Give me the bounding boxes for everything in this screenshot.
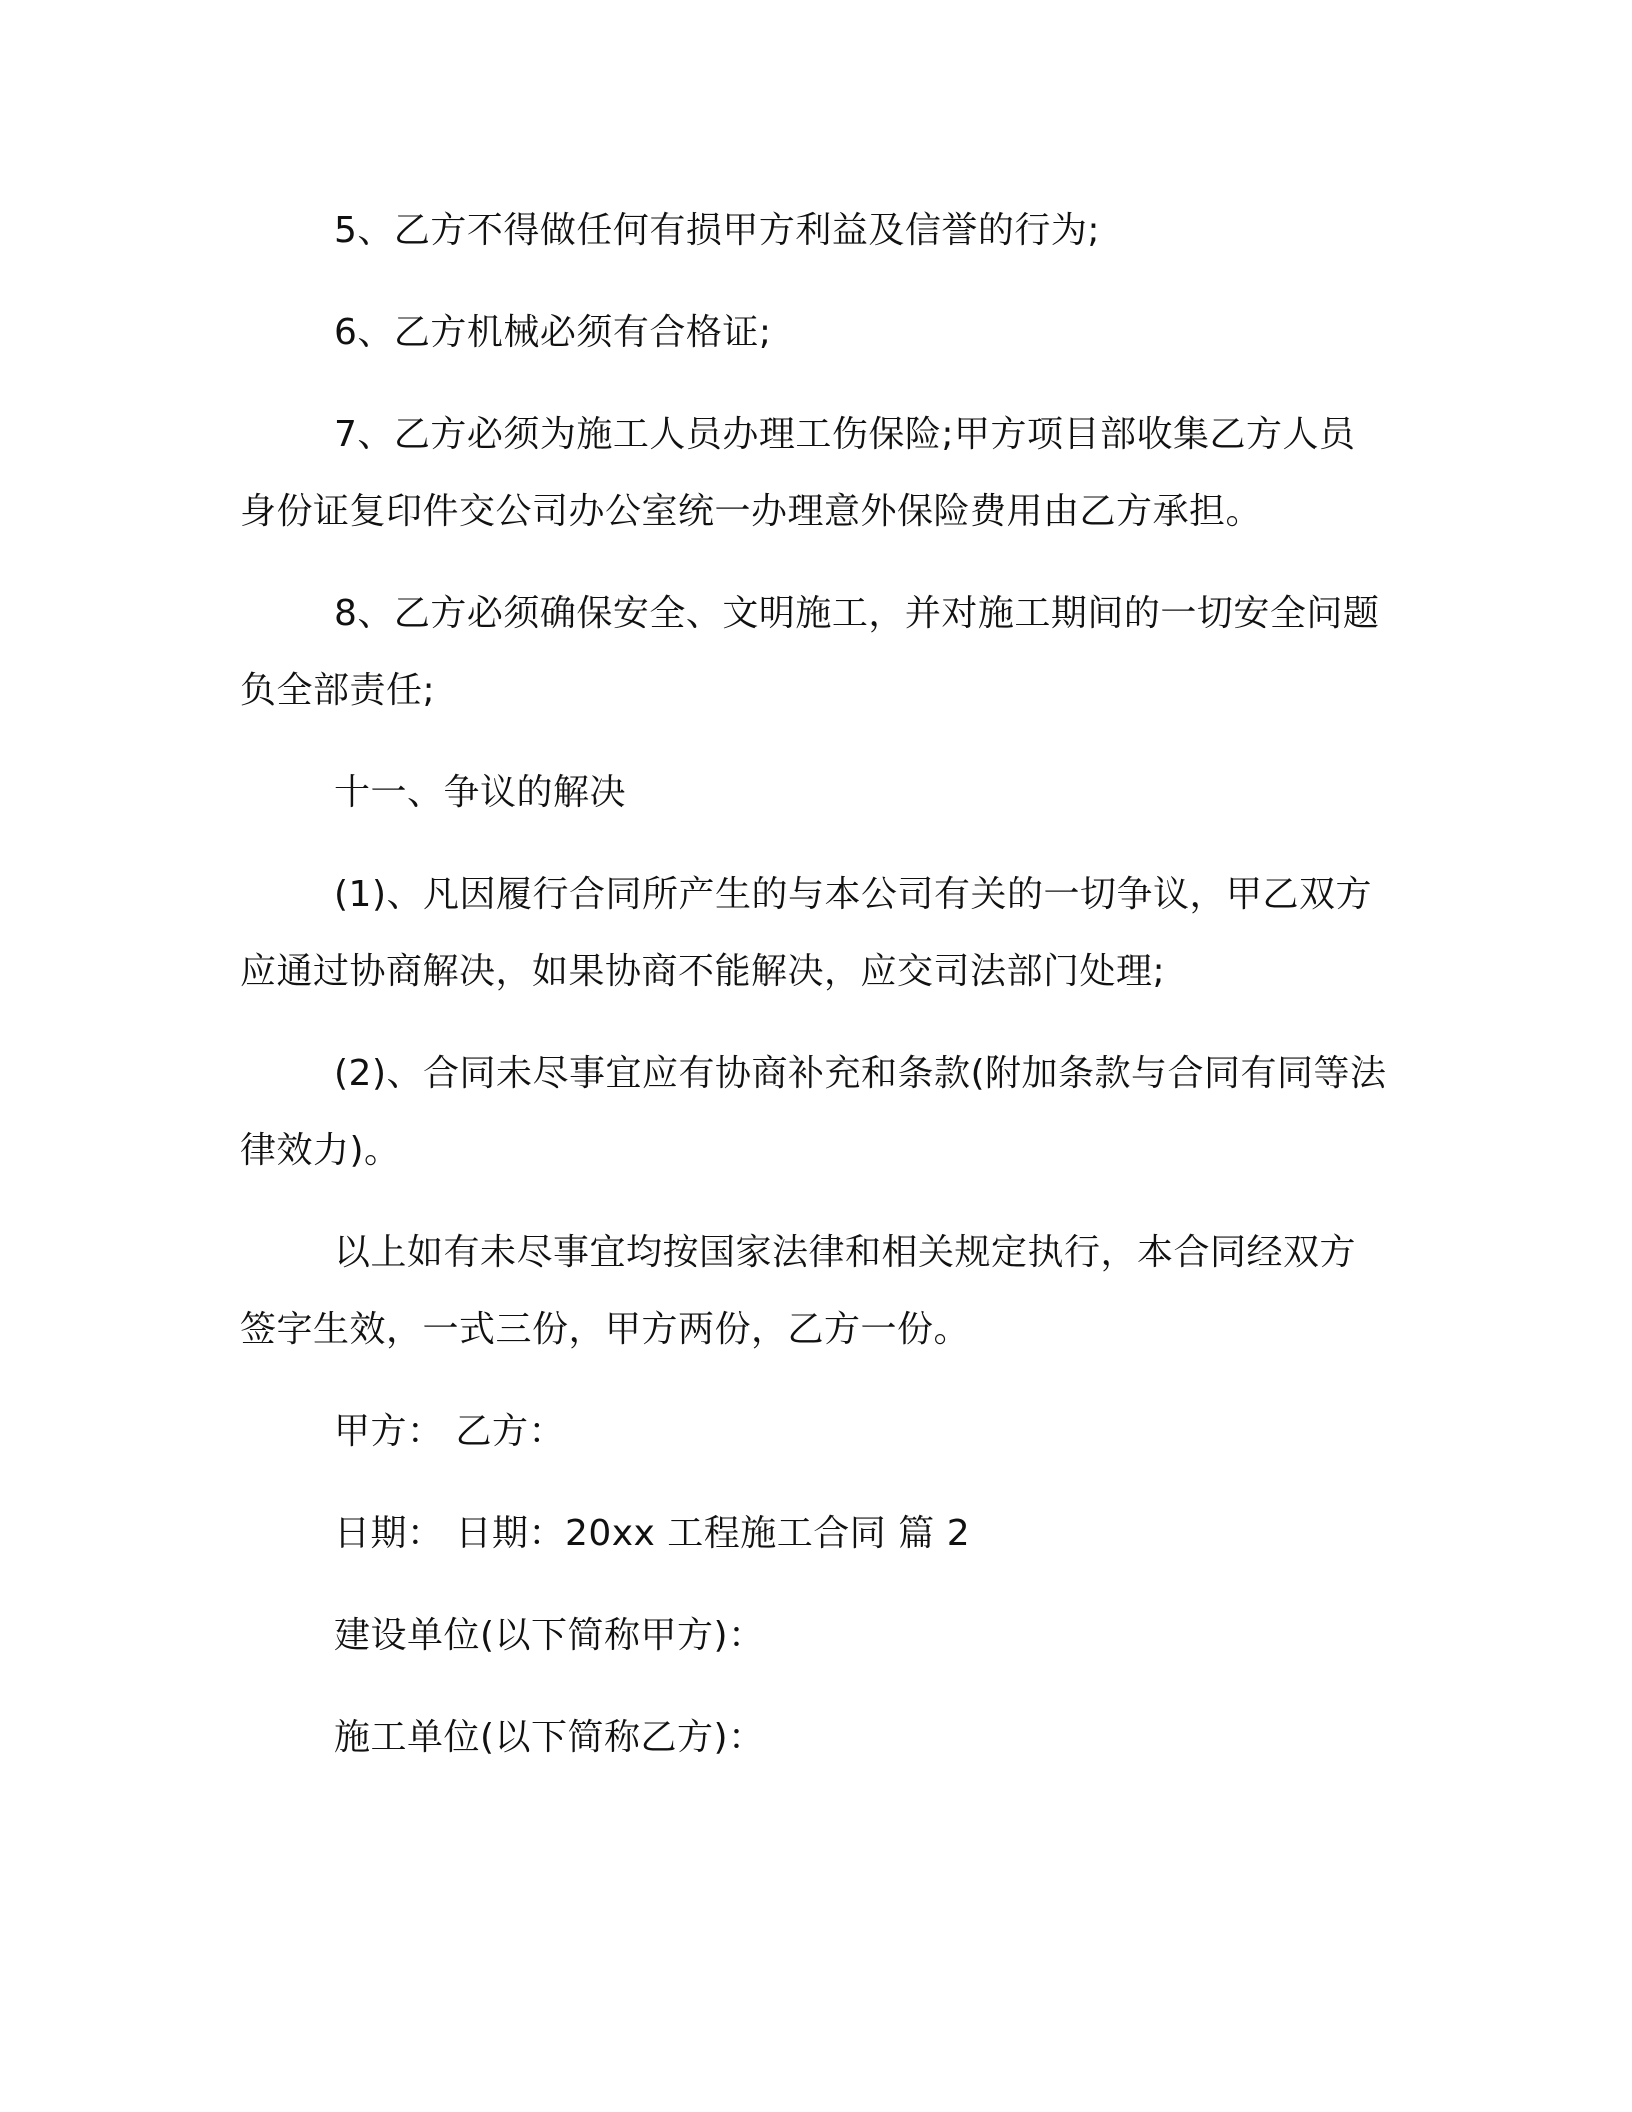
clause-7: 7、乙方必须为施工人员办理工伤保险;甲方项目部收集乙方人员身份证复印件交公司办公室统一办理意外保险费用由乙方承担。 [240, 414, 1356, 532]
construction-unit-label: 建设单位(以下简称甲方)： [334, 1615, 765, 1656]
signature-dates: 日期： 日期：20xx 工程施工合同 篇 2 [334, 1513, 971, 1554]
signature-parties: 甲方： 乙方： [334, 1411, 565, 1452]
clause-8: 8、乙方必须确保安全、文明施工，并对施工期间的一切安全问题负全部责任; [240, 593, 1380, 711]
contractor-unit-label: 施工单位(以下简称乙方)： [334, 1717, 765, 1758]
dispute-item-1: (1)、凡因履行合同所产生的与本公司有关的一切争议，甲乙双方应通过协商解决，如果协商不能解决，应交司法部门处理; [240, 874, 1372, 992]
section-heading-dispute: 十一、争议的解决 [334, 772, 627, 813]
clause-6: 6、乙方机械必须有合格证; [334, 312, 772, 353]
dispute-item-2: (2)、合同未尽事宜应有协商补充和条款(附加条款与合同有同等法律效力)。 [240, 1053, 1387, 1171]
document-body [240, 192, 1390, 1776]
closing-statement: 以上如有未尽事宜均按国家法律和相关规定执行，本合同经双方签字生效，一式三份，甲方两份，乙方一份。 [240, 1232, 1357, 1350]
clause-5: 5、乙方不得做任何有损甲方利益及信誉的行为; [334, 210, 1101, 251]
